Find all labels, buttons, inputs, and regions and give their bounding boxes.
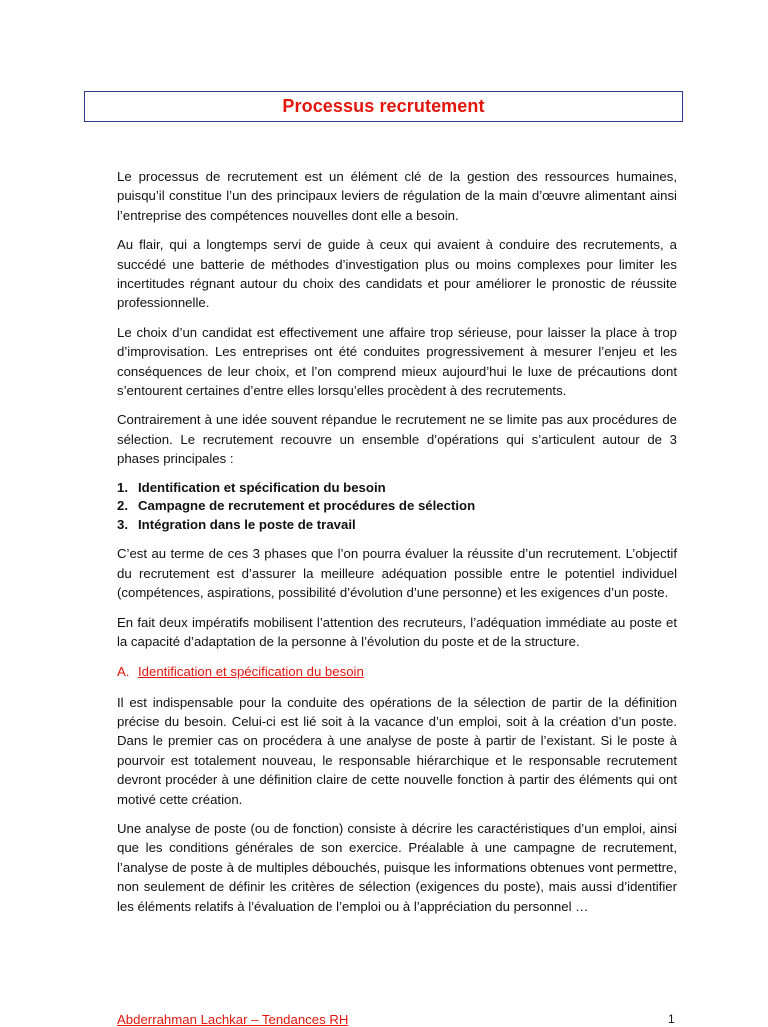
list-item-label: Intégration dans le poste de travail [138,516,356,532]
paragraph: Une analyse de poste (ou de fonction) consiste à décrire les caractéristiques d’un emploi, ainsi que les conditions générales de son exercice. Préalable à une campagne de recrutement, l’analyse de poste à de multiples débouchés, puisque les informations obtenues vont permettre, non seulement de définir les critères de sélection (exigences du poste), mais aussi d’identifier les éléments relatifs à l’évaluation de l’emploi ou à l’appréciation du personnel … [117,820,677,914]
list-item [117,479,677,498]
list-item-label: Campagne de recrutement et procédures de sélection [138,498,476,514]
list-item-label: Identification et spécification du besoin [138,479,386,495]
page-number: 1 [668,1012,675,1026]
paragraph: Le choix d’un candidat est effectivement une affaire trop sérieuse, pour laisser la place à trop d’improvisation. Les entreprises ont été conduites progressivement à mesurer l’enjeu et les conséquences de leur choix, et l’on comprend mieux aujourd’hui le luxe de précautions dont s’entourent certaines d’entre elles lorsqu’elles procèdent à des recrutements. [117,324,677,399]
page-title: Processus recrutement [282,96,485,116]
footer-author: Abderrahman Lachkar – Tendances RH [117,1012,349,1027]
list-item-number: 2. [117,498,128,514]
paragraph: Au flair, qui a longtemps servi de guide à ceux qui avaient à conduire des recrutements, a succédé une batterie de méthodes d’investigation plus ou moins complexes pour limiter les incertitudes régnant autour du choix des candidats et pour améliorer le pronostic de réussite professionnelle. [117,237,677,311]
paragraph: C’est au terme de ces 3 phases que l’on pourra évaluer la réussite d’un recrutement. L’objectif du recrutement est d’assurer la meilleure adéquation possible entre le potentiel individuel (compétences, aspirations, possibilité d’évolution d’une personne) et les exigences d’un poste. [117,546,677,601]
section-heading-a [117,662,677,681]
list-item-number: 1. [117,479,128,495]
phases-list [117,479,677,535]
list-item-number: 3. [117,516,128,532]
title-box [84,91,683,122]
paragraph: Contrairement à une idée souvent répandue le recrutement ne se limite pas aux procédures de sélection. Le recrutement recouvre un ensemble d’opérations qui s’articulent autour de 3 phases principales : [117,412,677,467]
document-body [117,167,677,926]
list-item [117,497,677,516]
section-heading-text: Identification et spécification du besoin [138,663,364,679]
paragraph: Le processus de recrutement est un élément clé de la gestion des ressources humaines, puisqu’il constitue l’un des principaux leviers de régulation de la main d’œuvre alimentant ainsi l’entreprise des compétences nouvelles dont elle a besoin. [117,169,677,223]
paragraph: En fait deux impératifs mobilisent l’attention des recruteurs, l’adéquation immédiate au poste et la capacité d’adaptation de la personne à l’évolution du poste et de la structure. [117,614,677,650]
paragraph: Il est indispensable pour la conduite des opérations de la sélection de partir de la définition précise du besoin. Celui-ci est lié soit à la vacance d’un emploi, soit à la création d’un poste. Dans le premier cas on procédera à une analyse de poste à partir de l’existant. Si le poste à pourvoir est totalement nouveau, le responsable hiérarchique et le responsable recrutement devront procéder à une définition claire de cette nouvelle fonction à partir des éléments qui ont motivé cette création. [117,694,677,807]
section-letter: A. [117,663,130,679]
list-item [117,516,677,535]
